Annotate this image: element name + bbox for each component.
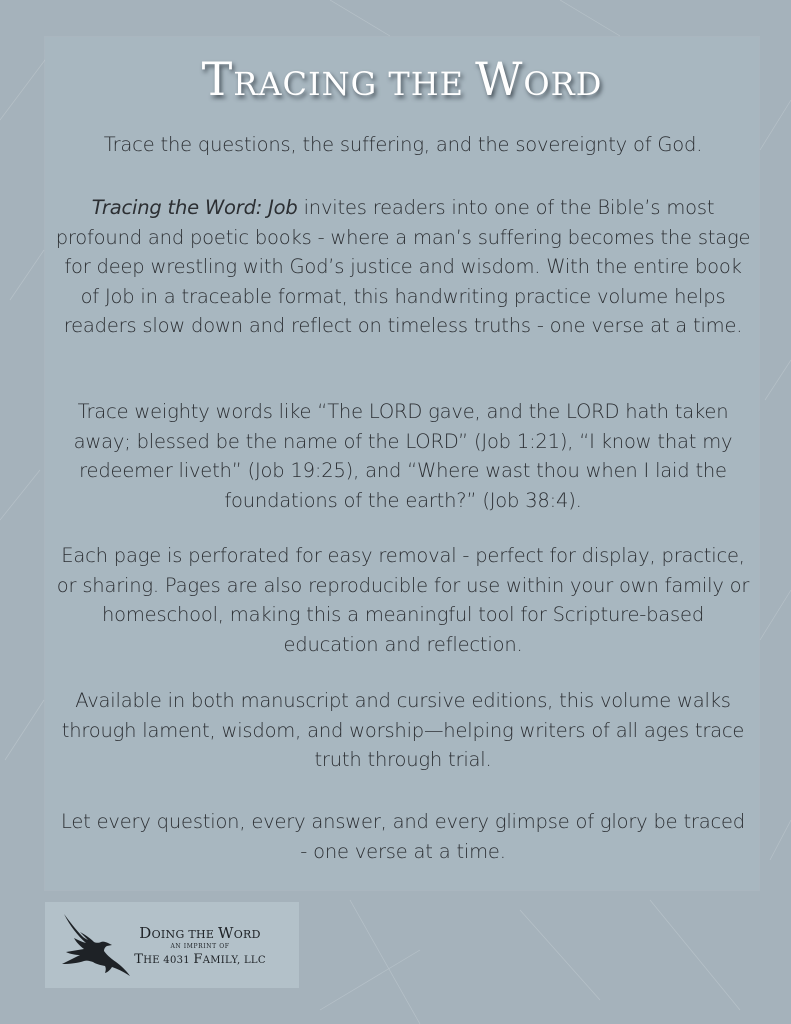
intro-paragraph: Trace the questions, the suffering, and the sovereignty of God. <box>103 133 703 156</box>
editions-paragraph: Available in both manuscript and cursive editions, this volume walks through lament, wisdom, and worship—helping writers of all ages trace truth through trial. <box>61 689 745 771</box>
page-title: TRACING THE WORD <box>201 52 603 106</box>
description-paragraph <box>55 193 751 341</box>
book-title: Tracing the Word: Job <box>91 196 298 219</box>
imprint-subtitle: AN IMPRINT OF <box>170 943 230 950</box>
closing-paragraph: Let every question, every answer, and every glimpse of glory be traced - one verse at a time. <box>61 810 745 863</box>
imprint-brand: DOING THE WORD <box>139 924 261 942</box>
verses-paragraph: Trace weighty words like “The LORD gave, and the LORD hath taken away; blessed be the name of the LORD” (Job 1:21), “I know that my redeemer liveth” (Job 19:25), and “Where wast thou when I laid the foundations of the earth?” (Job 38:4). <box>73 400 733 512</box>
description-text: invites readers into one of the Bible’s most profound and poetic books - where a man’s suffering becomes the stage for deep wrestling with God’s justice and wisdom. With the entire book of Job in a traceable format, this handwriting practice volume helps readers slow down and reflect on timeless truths - one verse at a time. <box>55 196 751 337</box>
features-paragraph: Each page is perforated for easy removal - perfect for display, practice, or sharing. Pages are also reproducible for use within your own family or homeschool, making this a meaningful tool for Scripture-based education and reflection. <box>56 544 750 656</box>
imprint-publisher: THE 4031 FAMILY, LLC <box>134 952 266 967</box>
